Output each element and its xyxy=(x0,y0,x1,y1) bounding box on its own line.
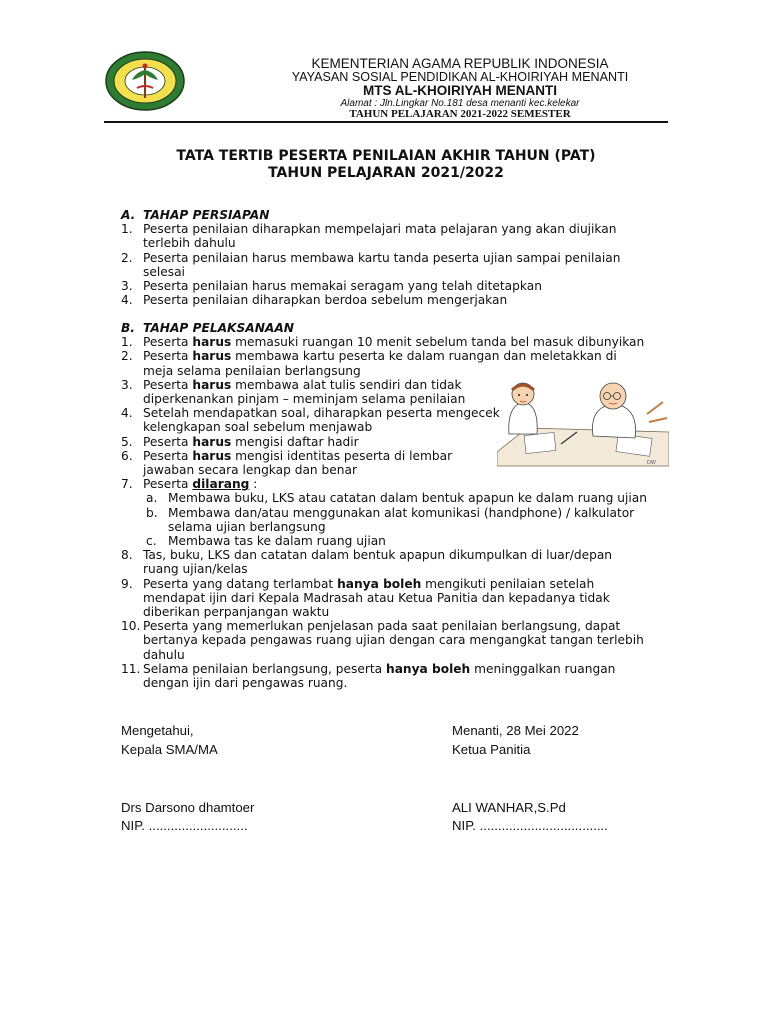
signature-left-nip: NIP. ........................... xyxy=(121,818,248,833)
item-text-cont: dahulu xyxy=(143,647,185,662)
keyword-hanya-boleh: hanya boleh xyxy=(386,661,471,676)
item-text-cont: selesai xyxy=(143,264,185,279)
item-text-cont: terlebih dahulu xyxy=(143,236,236,251)
list-item xyxy=(121,477,721,491)
svg-text:DW: DW xyxy=(647,460,656,466)
signature-left-role: Kepala SMA/MA xyxy=(121,742,218,757)
item-text-cont: mendapat ijin dari Kepala Madrasah atau Ketua Panitia dan kepadanya tidak xyxy=(143,590,610,605)
item-text-cont: kelengkapan soal sebelum menjawab xyxy=(143,420,373,435)
item-number: 3. xyxy=(121,279,133,294)
section-b-heading xyxy=(121,321,721,335)
sub-item-letter: a. xyxy=(146,491,158,506)
item-number: 3. xyxy=(121,377,133,392)
item-number: 8. xyxy=(121,548,133,563)
list-item xyxy=(121,548,721,562)
section-a-title: TAHAP PERSIAPAN xyxy=(143,208,270,222)
list-item xyxy=(121,349,721,363)
students-exam-illustration xyxy=(497,374,669,468)
header-ministry: KEMENTERIAN AGAMA REPUBLIK INDONESIA xyxy=(311,56,609,71)
item-number: 2. xyxy=(121,349,133,364)
item-text: Peserta xyxy=(143,349,193,364)
item-text-cont: dengan ijin dari pengawas ruang. xyxy=(143,676,348,691)
header-address: Alamat : Jln.Lingkar No.181 desa menanti kec.kelekar xyxy=(340,98,580,109)
item-text-cont: diberikan perpanjangan waktu xyxy=(143,605,330,620)
item-text: Peserta xyxy=(143,377,193,392)
sub-item-text: Membawa dan/atau menggunakan alat komunikasi (handphone) / kalkulator xyxy=(168,505,635,520)
signature-left-acknowledged: Mengetahui, xyxy=(121,723,194,738)
list-item xyxy=(121,662,721,676)
item-text: Selama penilaian berlangsung, peserta xyxy=(143,661,387,676)
sub-item-text-cont: selama ujian berlangsung xyxy=(168,519,326,534)
sub-item-text: Membawa buku, LKS atau catatan dalam bentuk apapun ke dalam ruang ujian xyxy=(168,491,647,506)
section-a-heading xyxy=(121,208,711,222)
item-text: : xyxy=(249,477,258,492)
item-text: memasuki ruangan 10 menit sebelum tanda bel masuk dibunyikan xyxy=(231,335,645,350)
item-text: mengisi identitas peserta di lembar xyxy=(231,448,453,463)
list-item xyxy=(121,222,711,236)
keyword-harus: harus xyxy=(192,434,232,449)
item-text: membawa alat tulis sendiri dan tidak xyxy=(231,377,462,392)
item-text: Peserta penilaian harus memakai seragam yang telah ditetapkan xyxy=(143,279,542,294)
sub-item-text: Membawa tas ke dalam ruang ujian xyxy=(168,534,386,549)
item-number: 5. xyxy=(121,434,133,449)
item-number: 4. xyxy=(121,293,133,308)
item-number: 10. xyxy=(121,619,141,634)
header-school-name: MTS AL-KHOIRIYAH MENANTI xyxy=(363,83,557,98)
item-text: mengikuti penilaian setelah xyxy=(421,576,595,591)
header-academic-year: TAHUN PELAJARAN 2021-2022 SEMESTER xyxy=(349,108,571,120)
item-text-cont: meja selama penilaian berlangsung xyxy=(143,363,361,378)
keyword-hanya-boleh: hanya boleh xyxy=(337,576,422,591)
section-b-label: B. xyxy=(121,321,135,335)
item-text: Peserta xyxy=(143,448,193,463)
signature-right-date: Menanti, 28 Mei 2022 xyxy=(452,723,579,738)
keyword-harus: harus xyxy=(192,448,232,463)
page-subtitle: TAHUN PELAJARAN 2021/2022 xyxy=(268,165,504,181)
section-a xyxy=(121,208,711,307)
item-number: 1. xyxy=(121,335,133,350)
item-number: 11. xyxy=(121,661,141,676)
keyword-harus: harus xyxy=(192,335,232,350)
sub-item xyxy=(121,506,721,520)
item-number: 4. xyxy=(121,406,133,421)
item-text: Peserta penilaian diharapkan berdoa sebelum mengerjakan xyxy=(143,293,508,308)
item-text: Peserta xyxy=(143,477,193,492)
section-a-label: A. xyxy=(121,208,136,222)
header-divider xyxy=(104,121,668,123)
item-text: Peserta penilaian harus membawa kartu tanda peserta ujian sampai penilaian xyxy=(143,250,621,265)
sub-item xyxy=(121,534,721,548)
sub-item-letter: b. xyxy=(146,505,158,520)
item-text-cont: ruang ujian/kelas xyxy=(143,562,248,577)
item-text: meninggalkan ruangan xyxy=(470,661,616,676)
header-foundation: YAYASAN SOSIAL PENDIDIKAN AL-KHOIRIYAH MENANTI xyxy=(291,70,629,84)
list-item xyxy=(121,577,721,591)
item-text: membawa kartu peserta ke dalam ruangan dan meletakkan di xyxy=(231,349,617,364)
item-text-cont: jawaban secara lengkap dan benar xyxy=(143,463,357,478)
signature-right-role: Ketua Panitia xyxy=(452,742,531,757)
sub-item-letter: c. xyxy=(146,534,157,549)
item-text: Peserta xyxy=(143,335,193,350)
page-title: TATA TERTIB PESERTA PENILAIAN AKHIR TAHUN (PAT) xyxy=(176,148,596,164)
section-b-title: TAHAP PELAKSANAAN xyxy=(143,321,294,335)
item-text: Peserta yang datang terlambat xyxy=(143,576,338,591)
item-text: Peserta penilaian diharapkan mempelajari mata pelajaran yang akan diujikan xyxy=(143,222,617,237)
keyword-harus: harus xyxy=(192,349,232,364)
list-item xyxy=(121,335,721,349)
sub-item xyxy=(121,491,721,505)
keyword-dilarang: dilarang xyxy=(192,477,250,492)
item-text-cont: bertanya kepada pengawas ruang ujian dengan cara mengangkat tangan terlebih xyxy=(143,633,644,648)
signature-right-name: ALI WANHAR,S.Pd xyxy=(452,800,566,815)
item-text: Setelah mendapatkan soal, diharapkan peserta mengecek xyxy=(143,406,500,421)
list-item xyxy=(121,279,711,293)
item-text: Tas, buku, LKS dan catatan dalam bentuk apapun dikumpulkan di luar/depan xyxy=(143,548,613,563)
list-item xyxy=(121,619,721,633)
item-text-cont: diperkenankan pinjam – meminjam selama penilaian xyxy=(143,392,466,407)
item-number: 7. xyxy=(121,477,133,492)
item-number: 6. xyxy=(121,448,133,463)
item-text: mengisi daftar hadir xyxy=(231,434,359,449)
signature-right-nip: NIP. ................................... xyxy=(452,818,608,833)
item-text: Peserta yang memerlukan penjelasan pada saat penilaian berlangsung, dapat xyxy=(143,619,621,634)
item-number: 9. xyxy=(121,576,133,591)
list-item xyxy=(121,293,711,307)
list-item xyxy=(121,251,711,265)
keyword-harus: harus xyxy=(192,377,232,392)
item-number: 1. xyxy=(121,222,133,237)
school-logo xyxy=(104,50,186,112)
item-text: Peserta xyxy=(143,434,193,449)
item-number: 2. xyxy=(121,250,133,265)
signature-left-name: Drs Darsono dhamtoer xyxy=(121,800,255,815)
